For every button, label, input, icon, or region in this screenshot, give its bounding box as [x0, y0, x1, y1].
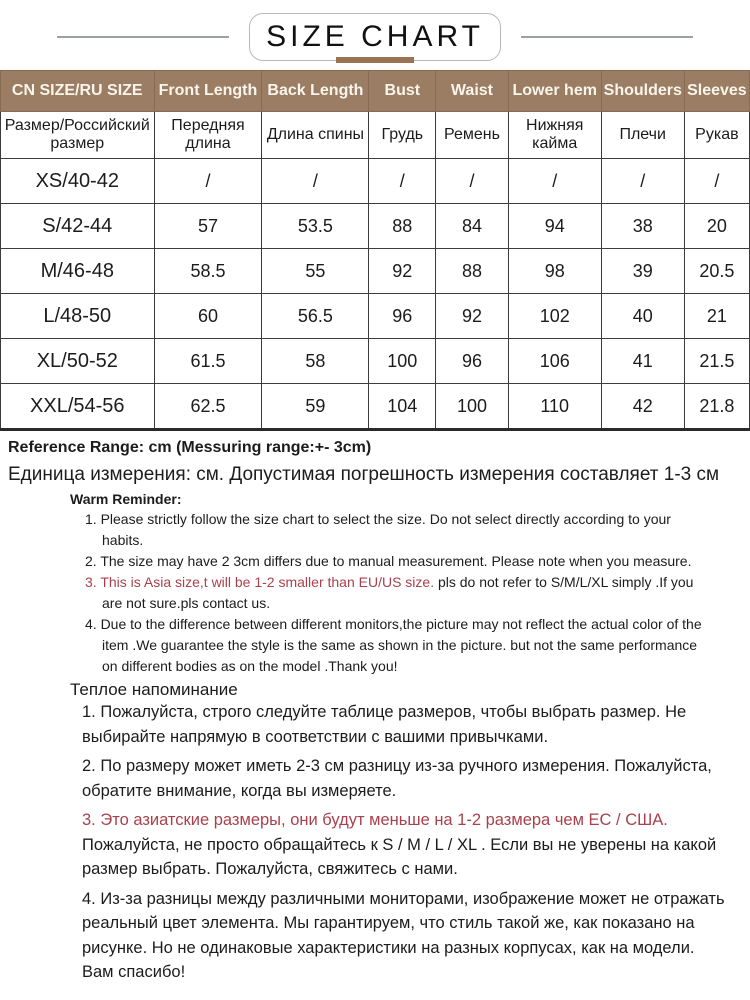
warm-reminder-title-ru: Теплое напоминание	[70, 680, 238, 699]
title-underline	[336, 57, 414, 63]
reminder-item-en-3-red: 3. This is Asia size,t will be 1-2 smaller than EU/US size.	[85, 574, 435, 590]
thanks-line: Вам спасибо!	[82, 963, 186, 981]
header-cell-en: Bust	[369, 71, 436, 112]
header-cell-ru: Грудь	[369, 112, 436, 159]
reminder-item-en-2: 2. The size may have 2 3cm differs due to manual measurement. Please note when you measure.	[85, 553, 692, 569]
header-cell-ru: Размер/Российский размер	[1, 112, 155, 159]
reminder-item-ru-3-red: 3. Это азиатские размеры, они будут меньше на 1-2 размера чем ЕС / США.	[82, 811, 668, 829]
value-cell: /	[262, 159, 369, 204]
value-cell: 94	[508, 204, 601, 249]
header-cell-en: Shoulders	[601, 71, 684, 112]
value-cell: 88	[436, 249, 509, 294]
size-cell: L/48-50	[1, 294, 155, 339]
value-cell: 56.5	[262, 294, 369, 339]
value-cell: /	[436, 159, 509, 204]
reference-range-ru: Единица измерения: см. Допустимая погрешность измерения составляет 1-3 см	[8, 464, 720, 485]
notes-section	[0, 439, 750, 985]
value-cell: 21.5	[684, 339, 749, 384]
table-row	[1, 294, 750, 339]
value-cell: 39	[601, 249, 684, 294]
value-cell: 100	[436, 384, 509, 430]
header-cell-ru: Ремень	[436, 112, 509, 159]
value-cell: 96	[436, 339, 509, 384]
reminder-item-ru-3-black: Пожалуйста, не просто обращайтесь к S / M / L / XL . Если вы не уверены на какой размер выбрать. Пожалуйста, свяжитесь с нами.	[82, 835, 717, 878]
reference-range-en: Reference Range: cm (Messuring range:+- 3cm)	[8, 439, 372, 456]
value-cell: 38	[601, 204, 684, 249]
reminder-item-en-3-black: pls do not refer to S/M/L/XL simply .If you are not sure.pls contact us.	[102, 574, 694, 611]
value-cell: 106	[508, 339, 601, 384]
header-cell-en: CN SIZE/RU SIZE	[1, 71, 155, 112]
header-cell-ru: Длина спины	[262, 112, 369, 159]
size-cell: XXL/54-56	[1, 384, 155, 430]
table-row	[1, 339, 750, 384]
value-cell: /	[369, 159, 436, 204]
title-decor-line-left	[57, 36, 229, 38]
value-cell: 92	[369, 249, 436, 294]
reminder-item-en-3	[85, 572, 714, 614]
value-cell: /	[684, 159, 749, 204]
header-cell-ru: Рукав	[684, 112, 749, 159]
value-cell: 98	[508, 249, 601, 294]
reminder-item-ru-1: 1. Пожалуйста, строго следуйте таблице размеров, чтобы выбрать размер. Не выбирайте напрямую в соответствии с вашими привычками.	[82, 703, 687, 746]
value-cell: 88	[369, 204, 436, 249]
page-title: SIZE CHART	[266, 20, 484, 53]
title-row	[0, 0, 750, 70]
value-cell: 62.5	[154, 384, 262, 430]
value-cell: 57	[154, 204, 262, 249]
value-cell: 110	[508, 384, 601, 430]
value-cell: 59	[262, 384, 369, 430]
value-cell: 40	[601, 294, 684, 339]
reminder-item-en-4: 4. Due to the difference between different monitors,the picture may not reflect the actual color of the item .We guarantee the style is the same as shown in the picture. but not the same performance on different bodies as on the model .Thank you!	[85, 616, 702, 674]
table-header-row-ru	[1, 112, 750, 159]
warm-reminder-list-ru	[8, 700, 750, 985]
value-cell: 21	[684, 294, 749, 339]
value-cell: 58	[262, 339, 369, 384]
value-cell: 53.5	[262, 204, 369, 249]
table-row	[1, 204, 750, 249]
value-cell: 92	[436, 294, 509, 339]
value-cell: /	[508, 159, 601, 204]
table-header-row-en	[1, 71, 750, 112]
title-decor-line-right	[521, 36, 693, 38]
value-cell: 20	[684, 204, 749, 249]
table-row	[1, 159, 750, 204]
value-cell: 100	[369, 339, 436, 384]
header-cell-en: Waist	[436, 71, 509, 112]
warm-reminder-list-en	[8, 509, 750, 677]
size-cell: XS/40-42	[1, 159, 155, 204]
value-cell: 55	[262, 249, 369, 294]
size-chart-table	[0, 70, 750, 431]
value-cell: 102	[508, 294, 601, 339]
value-cell: 42	[601, 384, 684, 430]
header-cell-en: Front Length	[154, 71, 262, 112]
header-cell-en: Sleeves	[684, 71, 749, 112]
reminder-item-ru-2: 2. По размеру может иметь 2-3 см разницу из-за ручного измерения. Пожалуйста, обратите внимание, когда вы измеряете.	[82, 757, 712, 800]
size-cell: S/42-44	[1, 204, 155, 249]
header-cell-ru: Плечи	[601, 112, 684, 159]
size-cell: M/46-48	[1, 249, 155, 294]
value-cell: 20.5	[684, 249, 749, 294]
value-cell: 58.5	[154, 249, 262, 294]
value-cell: /	[601, 159, 684, 204]
value-cell: 21.8	[684, 384, 749, 430]
warm-reminder-title: Warm Reminder:	[70, 491, 182, 507]
value-cell: 96	[369, 294, 436, 339]
value-cell: 104	[369, 384, 436, 430]
value-cell: 41	[601, 339, 684, 384]
title-box	[249, 13, 501, 61]
value-cell: /	[154, 159, 262, 204]
value-cell: 84	[436, 204, 509, 249]
reminder-item-en-1: 1. Please strictly follow the size chart to select the size. Do not select directly according to your habits.	[85, 511, 671, 548]
table-row	[1, 249, 750, 294]
header-cell-ru: Нижняя кайма	[508, 112, 601, 159]
table-row	[1, 384, 750, 430]
size-cell: XL/50-52	[1, 339, 155, 384]
header-cell-en: Lower hem	[508, 71, 601, 112]
value-cell: 60	[154, 294, 262, 339]
header-cell-en: Back Length	[262, 71, 369, 112]
header-cell-ru: Передняя длина	[154, 112, 262, 159]
reminder-item-ru-4: 4. Из-за разницы между различными мониторами, изображение может не отражать реальный цвет элемента. Мы гарантируем, что стиль такой же, как показано на рисунке. Но не одинаковые характеристики на разных корпусах, как на модели.	[82, 889, 725, 957]
value-cell: 61.5	[154, 339, 262, 384]
